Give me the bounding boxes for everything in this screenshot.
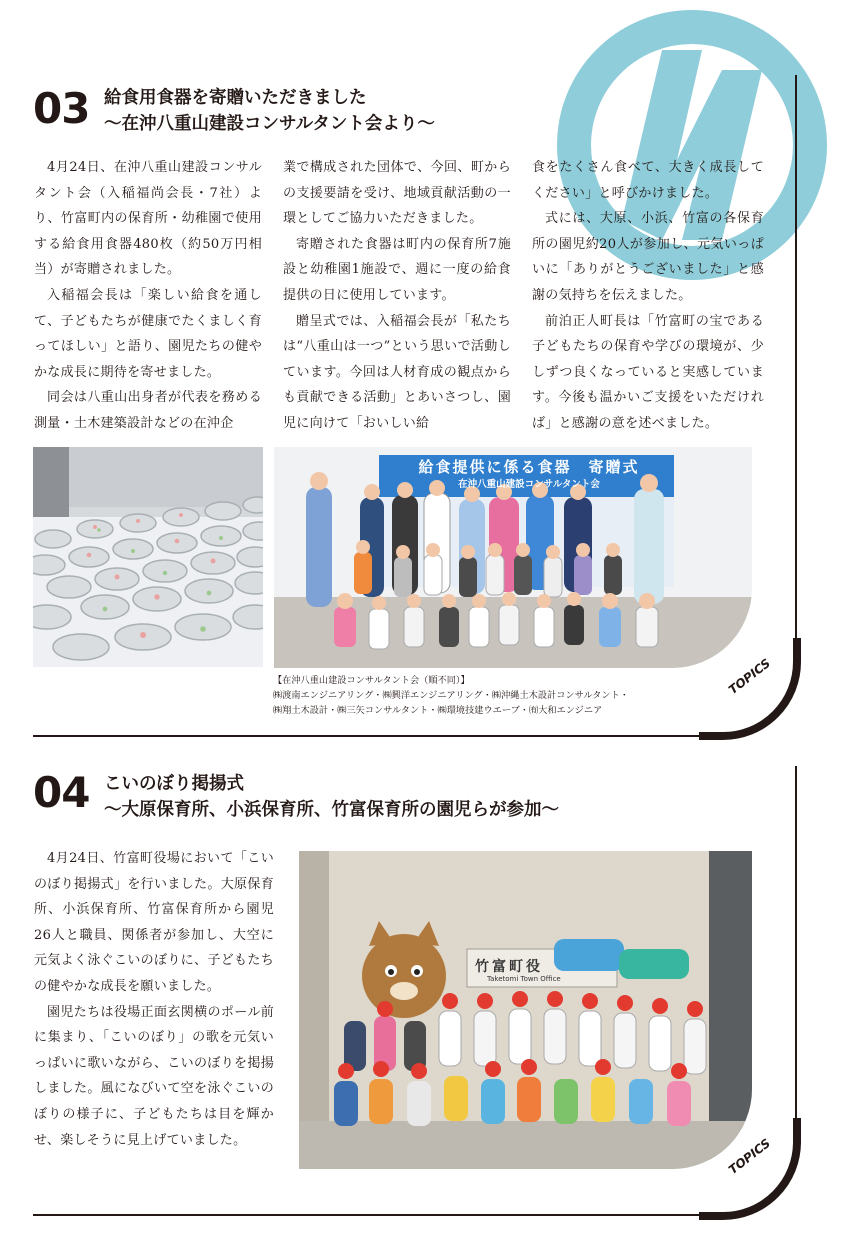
paragraph: 式には、大原、小浜、竹富の各保育所の園児約20人が参加し、元気いっぱいに「ありがとうございました」と感謝の気持ちを伝えました。 (532, 211, 764, 303)
section-divider (33, 1214, 701, 1216)
ceremony-banner-title: 給食提供に係る食器 寄贈式 (418, 458, 640, 476)
section-divider (33, 735, 701, 737)
topics-corner-mark (693, 1112, 803, 1222)
section-3-column-1 (34, 155, 262, 437)
photo-caption-title: 【在沖八重山建設コンサルタント会（順不同）】 (273, 675, 470, 686)
topics-label: TOPICS (726, 656, 773, 698)
paragraph: 入稲福会長は「楽しい給食を通して、子どもたちが健康でたくましく育ってほしい」と語り、園児たちの健やかな成長に期待を寄せました。 (34, 287, 262, 380)
paragraph: 園児たちは役場正面玄関横のポール前に集まり、「こいのぼり」の歌を元気いっぱいに歌いながら、こいのぼりを掲揚しました。風になびいて空を泳ぐこいのぼりの様子に、子どもたちは目を輝かせ、楽しそうに見上げていました。 (34, 1004, 274, 1148)
paragraph: 4月24日、竹富町役場において「こいのぼり掲揚式」を行いました。大原保育所、小浜保育所、竹富保育所から園児26人と職員、関係者が参加し、大空に元気よく泳ぐこいのぼりに、子どもたちの健やかな成長を願いました。 (34, 851, 274, 994)
section-3-column-3 (532, 155, 764, 437)
section-3-title-line2: 〜在沖八重山建設コンサルタント会より〜 (104, 114, 435, 134)
section-3-border-right (795, 75, 797, 640)
paragraph: 4月24日、在沖八重山建設コンサルタント会（入稲福尚会長・7社）より、竹富町内の保育所・幼稚園で使用する給食用食器480枚（約50万円相当）が寄贈されました。 (34, 160, 262, 278)
photo-tableware (33, 447, 263, 667)
photo-caption-line: ㈱渡南エンジニアリング・㈱興洋エンジニアリング・㈱沖縄土木設計コンサルタント・ (273, 690, 629, 701)
section-4-title-line1: こいのぼり掲揚式 (104, 774, 244, 794)
paragraph: 食をたくさん食べて、大きく成長してください」と呼びかけました。 (532, 160, 764, 201)
photo-koinobori-ceremony (299, 851, 752, 1169)
section-3-title-line1: 給食用食器を寄贈いただきました (104, 88, 367, 108)
topics-corner-mark (693, 632, 803, 742)
ceremony-banner-subtitle: 在沖八重山建設コンサルタント会 (458, 479, 600, 490)
section-3-number: 03 (33, 84, 90, 133)
paragraph: 寄贈された食器は町内の保育所7施設と幼稚園1施設で、週に一度の給食提供の日に使用しています。 (283, 236, 511, 303)
town-office-sign-english: Taketomi Town Office (487, 975, 561, 983)
section-4-column-1 (34, 846, 274, 1153)
section-4-title-line2: 〜大原保育所、小浜保育所、竹富保育所の園児らが参加〜 (104, 800, 559, 820)
section-4-number: 04 (33, 768, 90, 817)
paragraph: 業で構成された団体で、今回、町からの支援要請を受け、地域貢献活動の一環としてご協力いただきました。 (283, 160, 511, 227)
section-4-border-right (795, 766, 797, 1142)
photo-caption-line: ㈱翔土木設計・㈱三矢コンサルタント・㈱環境技建ウエーブ・㈲大和エンジニア (273, 705, 603, 716)
town-office-sign: 竹富町役 (475, 959, 543, 975)
paragraph: 前泊正人町長は「竹富町の宝である子どもたちの保育や学びの環境が、少しずつ良くなっていると実感しています。今後も温かいご支援をいただければ」と感謝の意を述べました。 (532, 313, 764, 431)
paragraph: 贈呈式では、入稲福会長が「私たちは“八重山は一つ”という思いで活動しています。今回は人材育成の観点からも貢献できる活動」とあいさつし、園児に向けて「おいしい給 (283, 313, 511, 431)
section-3-column-2 (283, 155, 511, 437)
paragraph: 同会は八重山出身者が代表を務める測量・土木建築設計などの在沖企 (34, 390, 262, 431)
topics-label: TOPICS (726, 1136, 773, 1178)
